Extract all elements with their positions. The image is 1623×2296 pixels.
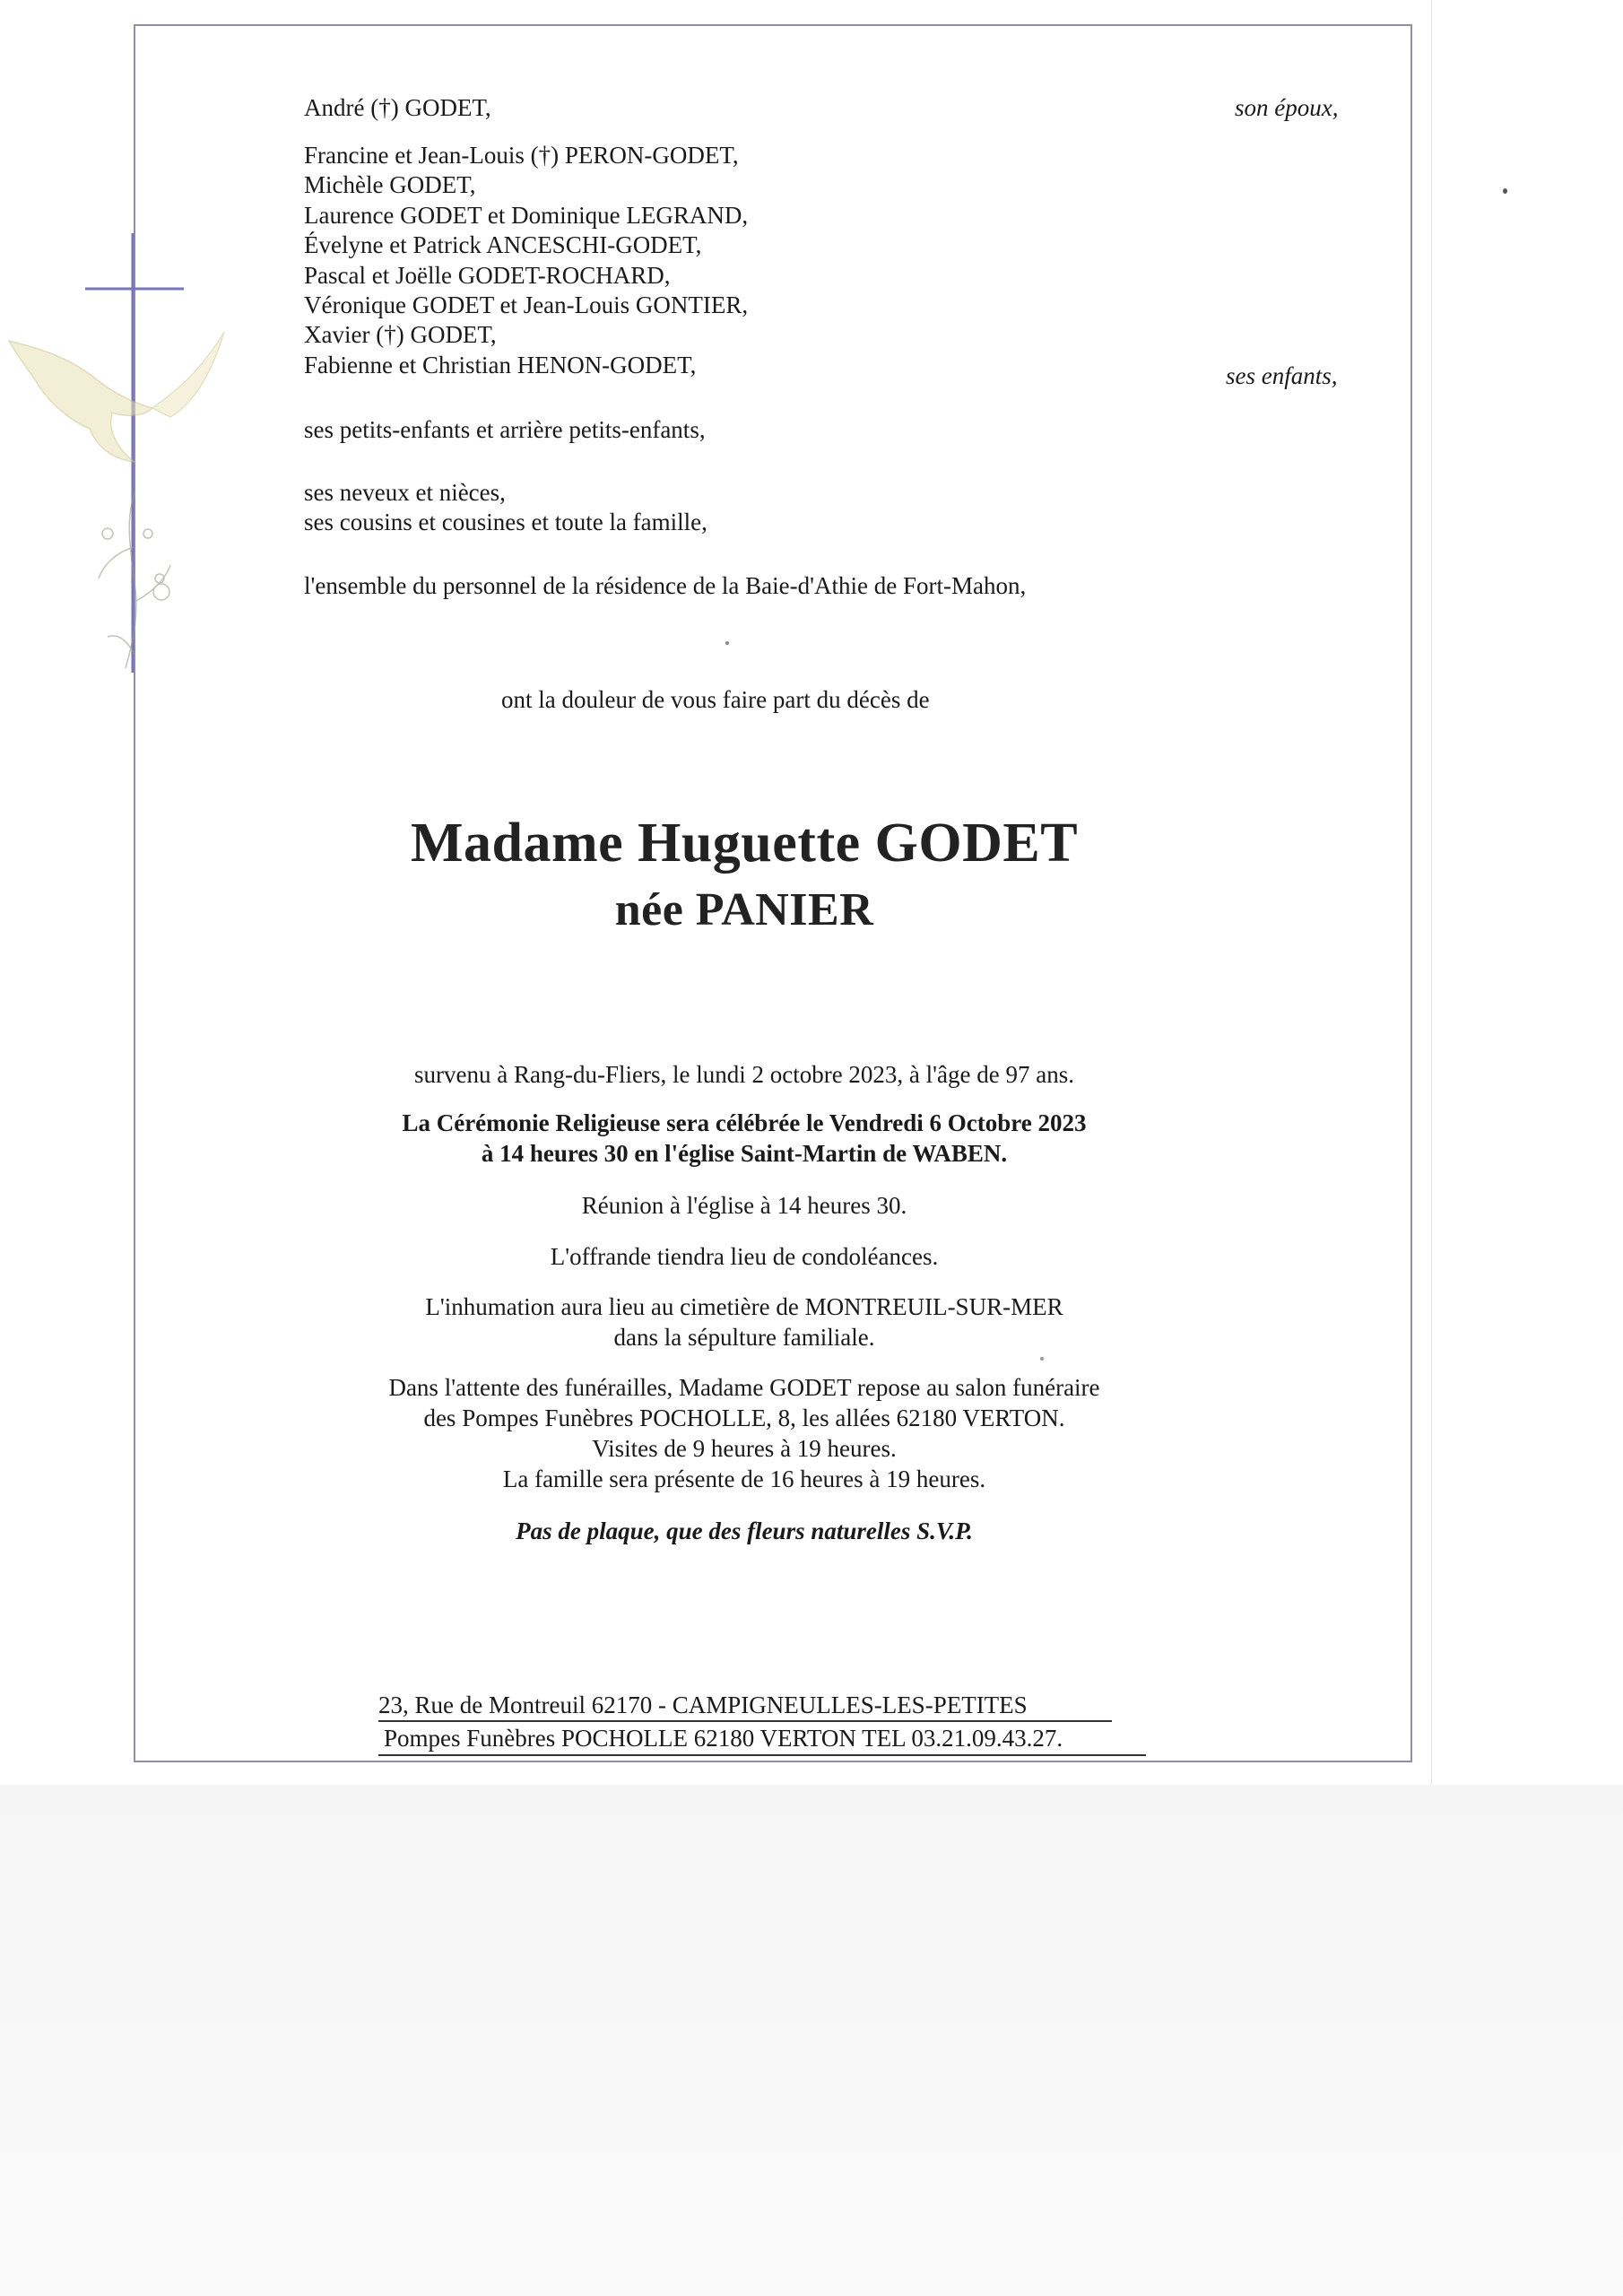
- list-item: Francine et Jean-Louis (†) PERON-GODET,: [304, 142, 739, 169]
- list-item: Laurence GODET et Dominique LEGRAND,: [304, 201, 749, 229]
- family-presence-line: La famille sera présente de 16 heures à 19 heures.: [502, 1465, 986, 1492]
- announcement-line: ont la douleur de vous faire part du décès de: [501, 686, 930, 713]
- death-line: survenu à Rang-du-Fliers, le lundi 2 octobre 2023, à l'âge de 97 ans.: [414, 1061, 1074, 1088]
- cross-dove-icon: [0, 224, 233, 682]
- list-item: Fabienne et Christian HENON-GODET,: [304, 351, 697, 378]
- offering-line: L'offrande tiendra lieu de condoléances.: [550, 1243, 939, 1270]
- flowers-line: Pas de plaque, que des fleurs naturelles S.V.P.: [516, 1518, 973, 1544]
- staff-line: l'ensemble du personnel de la résidence de la Baie-d'Athie de Fort-Mahon,: [304, 572, 1027, 599]
- scan-speck: [1503, 188, 1507, 194]
- repose-line-1: Dans l'attente des funérailles, Madame GODET repose au salon funéraire: [388, 1374, 1100, 1401]
- children-list: [304, 141, 748, 380]
- spouse-name: André (†) GODET,: [304, 94, 491, 121]
- burial-line-2: dans la sépulture familiale.: [613, 1324, 875, 1351]
- list-item: Évelyne et Patrick ANCESCHI-GODET,: [304, 231, 702, 259]
- deceased-name: Madame Huguette GODET: [410, 813, 1079, 874]
- scan-edge-line: [1431, 0, 1432, 1785]
- deceased-maiden-name: née PANIER: [614, 884, 874, 935]
- meeting-line: Réunion à l'église à 14 heures 30.: [581, 1192, 907, 1219]
- spouse-role: son époux,: [1235, 94, 1339, 121]
- ceremony-line-2: à 14 heures 30 en l'église Saint-Martin de WABEN.: [481, 1140, 1008, 1167]
- list-item: ses cousins et cousines et toute la famille,: [304, 509, 707, 536]
- footer-underline-2: [378, 1754, 1146, 1756]
- repose-line-2: des Pompes Funèbres POCHOLLE, 8, les allées 62180 VERTON.: [423, 1405, 1065, 1431]
- scan-speck: [1040, 1357, 1044, 1361]
- children-role: ses enfants,: [1226, 362, 1338, 389]
- list-item: ses neveux et nièces,: [304, 479, 506, 506]
- list-item: Xavier (†) GODET,: [304, 321, 497, 349]
- list-item: Pascal et Joëlle GODET-ROCHARD,: [304, 261, 671, 289]
- scan-background: [0, 1785, 1623, 2296]
- list-item: Véronique GODET et Jean-Louis GONTIER,: [304, 291, 749, 319]
- ceremony-line-1: La Cérémonie Religieuse sera célébrée le Vendredi 6 Octobre 2023: [402, 1109, 1087, 1136]
- grandchildren-line: ses petits-enfants et arrière petits-enfants,: [304, 416, 706, 443]
- scan-speck: [725, 641, 729, 645]
- visits-line: Visites de 9 heures à 19 heures.: [592, 1435, 897, 1462]
- footer-funeral-home: Pompes Funèbres POCHOLLE 62180 VERTON TEL 03.21.09.43.27.: [384, 1725, 1063, 1752]
- relatives-list: [304, 478, 707, 538]
- footer-underline-1: [378, 1720, 1112, 1722]
- footer-address: 23, Rue de Montreuil 62170 - CAMPIGNEULLES-LES-PETITES: [378, 1692, 1028, 1718]
- list-item: Michèle GODET,: [304, 171, 476, 199]
- burial-line-1: L'inhumation aura lieu au cimetière de MONTREUIL-SUR-MER: [425, 1293, 1063, 1320]
